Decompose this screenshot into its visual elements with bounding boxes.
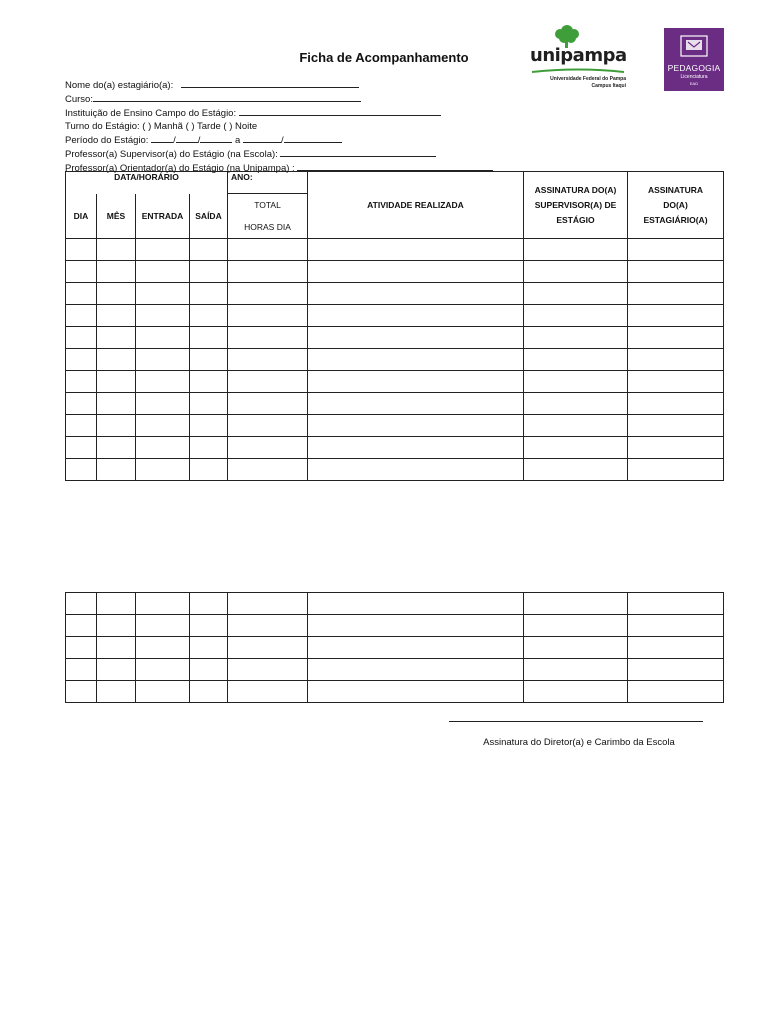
table-cell[interactable]	[228, 615, 308, 637]
field-supervisor: Professor(a) Supervisor(a) do Estágio (na Escola):	[65, 147, 493, 161]
periodo-ano-inicio[interactable]	[200, 133, 232, 143]
table-row	[66, 681, 724, 703]
table-cell[interactable]	[628, 393, 724, 415]
table-cell[interactable]	[308, 349, 524, 371]
field-orientador: Professor(a) Orientador(a) do Estágio (na Unipampa) :	[65, 161, 493, 175]
table-cell[interactable]	[524, 239, 628, 261]
table-cell[interactable]	[308, 327, 524, 349]
table-cell[interactable]	[190, 437, 228, 459]
table-row	[66, 659, 724, 681]
table-cell[interactable]	[628, 615, 724, 637]
table-row	[66, 305, 724, 327]
table-row	[66, 283, 724, 305]
table-cell[interactable]	[190, 283, 228, 305]
table-cell[interactable]	[97, 593, 136, 615]
header-dia: DIA	[66, 194, 97, 239]
table-cell[interactable]	[308, 283, 524, 305]
table-cell[interactable]	[524, 437, 628, 459]
form-fields	[65, 78, 493, 175]
table-cell[interactable]	[97, 349, 136, 371]
table-cell[interactable]	[190, 615, 228, 637]
table-cell[interactable]	[524, 261, 628, 283]
table-row	[66, 615, 724, 637]
table-cell[interactable]	[190, 593, 228, 615]
table-cell[interactable]	[228, 349, 308, 371]
table-cell[interactable]	[66, 437, 97, 459]
field-curso-line[interactable]	[93, 92, 361, 102]
table-cell[interactable]	[136, 371, 190, 393]
table-cell[interactable]	[66, 659, 97, 681]
table-cell[interactable]	[97, 327, 136, 349]
table-cell[interactable]	[97, 283, 136, 305]
table-row	[66, 637, 724, 659]
table-cell[interactable]	[228, 393, 308, 415]
table-cell[interactable]	[228, 371, 308, 393]
table-cell[interactable]	[308, 393, 524, 415]
table-row	[66, 393, 724, 415]
table-cell[interactable]	[228, 593, 308, 615]
table-cell[interactable]	[628, 681, 724, 703]
table-cell[interactable]	[628, 659, 724, 681]
table-cell[interactable]	[228, 261, 308, 283]
swoosh-icon	[530, 68, 626, 74]
page-title: Ficha de Acompanhamento	[299, 50, 469, 65]
header-mes: MÊS	[97, 194, 136, 239]
table-cell[interactable]	[136, 415, 190, 437]
table-cell[interactable]	[190, 681, 228, 703]
table-row	[66, 593, 724, 615]
header-total-horas: TOTAL HORAS DIA	[228, 194, 308, 239]
table-cell[interactable]	[190, 415, 228, 437]
table-cell[interactable]	[66, 371, 97, 393]
table-cell[interactable]	[308, 681, 524, 703]
pedagogia-sub: Licenciatura	[680, 74, 708, 80]
table-cell[interactable]	[97, 659, 136, 681]
table-cell[interactable]	[190, 327, 228, 349]
table-cell[interactable]	[190, 637, 228, 659]
table-cell[interactable]	[628, 415, 724, 437]
periodo-fim[interactable]	[284, 133, 342, 143]
table-cell[interactable]	[136, 437, 190, 459]
table-cell[interactable]	[190, 261, 228, 283]
table-cell[interactable]	[97, 239, 136, 261]
table-cell[interactable]	[136, 615, 190, 637]
table-cell[interactable]	[136, 239, 190, 261]
table-cell[interactable]	[97, 305, 136, 327]
table-cell[interactable]	[66, 283, 97, 305]
pedagogia-sub2: EAD	[689, 81, 699, 86]
activity-table	[65, 171, 724, 481]
table-cell[interactable]	[190, 239, 228, 261]
table-cell[interactable]	[97, 371, 136, 393]
book-icon	[664, 32, 724, 62]
table-cell[interactable]	[524, 327, 628, 349]
field-turno: Turno do Estágio: ( ) Manhã ( ) Tarde ( ) Noite	[65, 121, 258, 132]
table-cell[interactable]	[308, 415, 524, 437]
table-cell[interactable]	[524, 305, 628, 327]
table-cell[interactable]	[628, 637, 724, 659]
table-cell[interactable]	[66, 637, 97, 659]
table-cell[interactable]	[66, 305, 97, 327]
table-cell[interactable]	[97, 681, 136, 703]
table-row	[66, 327, 724, 349]
table-cell[interactable]	[228, 283, 308, 305]
table-cell[interactable]	[97, 415, 136, 437]
table-cell[interactable]	[190, 659, 228, 681]
table-cell[interactable]	[136, 593, 190, 615]
table-cell[interactable]	[190, 349, 228, 371]
field-nome-line[interactable]	[181, 78, 359, 88]
field-curso: Curso:	[65, 92, 493, 106]
table-cell[interactable]	[628, 593, 724, 615]
table-row	[66, 261, 724, 283]
unipampa-university: Universidade Federal do Pampa	[550, 76, 626, 82]
table-cell[interactable]	[66, 415, 97, 437]
table-cell[interactable]	[628, 437, 724, 459]
table-cell[interactable]	[524, 593, 628, 615]
table-row	[66, 415, 724, 437]
table-cell[interactable]	[524, 615, 628, 637]
field-instituicao: Instituição de Ensino Campo do Estágio:	[65, 106, 493, 120]
table-cell[interactable]	[136, 327, 190, 349]
table-cell[interactable]	[308, 593, 524, 615]
table-cell[interactable]	[66, 615, 97, 637]
table-row	[66, 349, 724, 371]
table-cell[interactable]	[628, 371, 724, 393]
periodo-dia-inicio[interactable]	[151, 133, 173, 143]
periodo-dia-fim[interactable]	[243, 133, 281, 143]
table-cell[interactable]	[136, 305, 190, 327]
table-cell[interactable]	[136, 283, 190, 305]
pedagogia-logo	[664, 28, 724, 91]
table-cell[interactable]	[136, 349, 190, 371]
field-orientador-line[interactable]	[297, 161, 493, 171]
table-cell[interactable]	[97, 637, 136, 659]
table-cell[interactable]	[66, 393, 97, 415]
table-cell[interactable]	[97, 615, 136, 637]
table-cell[interactable]	[628, 327, 724, 349]
table-cell[interactable]	[97, 459, 136, 481]
table-cell[interactable]	[136, 261, 190, 283]
table-cell[interactable]	[524, 415, 628, 437]
header-assinatura-estagiario: ASSINATURA DO(A) ESTAGIÁRIO(A)	[628, 172, 724, 239]
table-cell[interactable]	[228, 459, 308, 481]
table-cell[interactable]	[228, 239, 308, 261]
table-cell[interactable]	[136, 659, 190, 681]
table-cell[interactable]	[66, 593, 97, 615]
table-cell[interactable]	[308, 459, 524, 481]
table-cell[interactable]	[228, 437, 308, 459]
table-cell[interactable]	[308, 371, 524, 393]
table-cell[interactable]	[66, 239, 97, 261]
table-cell[interactable]	[308, 261, 524, 283]
pedagogia-wordmark: PEDAGOGIA	[667, 63, 721, 73]
table-cell[interactable]	[97, 393, 136, 415]
table-cell[interactable]	[228, 681, 308, 703]
table-cell[interactable]	[228, 659, 308, 681]
table-cell[interactable]	[97, 437, 136, 459]
table-cell[interactable]	[66, 459, 97, 481]
table-cell[interactable]	[524, 371, 628, 393]
header-entrada: ENTRADA	[136, 194, 190, 239]
field-nome: Nome do(a) estagiário(a):	[65, 78, 493, 92]
table-cell[interactable]	[136, 459, 190, 481]
table-cell[interactable]	[228, 415, 308, 437]
header-assinatura-supervisor: ASSINATURA DO(A) SUPERVISOR(A) DE ESTÁGIO	[524, 172, 628, 239]
table-cell[interactable]	[524, 283, 628, 305]
table-cell[interactable]	[628, 349, 724, 371]
table-cell[interactable]	[308, 659, 524, 681]
table-cell[interactable]	[136, 681, 190, 703]
field-periodo: Período do Estágio: / / a /	[65, 133, 493, 147]
table-cell[interactable]	[308, 239, 524, 261]
table-cell[interactable]	[524, 637, 628, 659]
header-saida: SAÍDA	[190, 194, 228, 239]
field-supervisor-line[interactable]	[280, 147, 436, 157]
table-cell[interactable]	[66, 349, 97, 371]
table-cell[interactable]	[190, 393, 228, 415]
table-cell[interactable]	[628, 239, 724, 261]
table-cell[interactable]	[308, 305, 524, 327]
table-cell[interactable]	[136, 393, 190, 415]
unipampa-wordmark: unipampa	[530, 45, 627, 66]
header-data-horario: DATA/HORÁRIO	[66, 172, 228, 194]
table-cell[interactable]	[628, 283, 724, 305]
table-row	[66, 371, 724, 393]
periodo-mes-inicio[interactable]	[176, 133, 198, 143]
table-cell[interactable]	[308, 637, 524, 659]
table-cell[interactable]	[524, 393, 628, 415]
table-cell[interactable]	[66, 327, 97, 349]
table-cell[interactable]	[524, 459, 628, 481]
table-cell[interactable]	[66, 681, 97, 703]
table-cell[interactable]	[524, 681, 628, 703]
table-cell[interactable]	[628, 305, 724, 327]
table-cell[interactable]	[136, 637, 190, 659]
table-cell[interactable]	[628, 459, 724, 481]
field-instituicao-line[interactable]	[239, 106, 441, 116]
header-atividade: ATIVIDADE REALIZADA	[308, 172, 524, 239]
unipampa-logo	[530, 25, 626, 95]
table-cell[interactable]	[228, 327, 308, 349]
table-cell[interactable]	[66, 261, 97, 283]
table-row	[66, 437, 724, 459]
table-cell[interactable]	[97, 261, 136, 283]
table-cell[interactable]	[524, 349, 628, 371]
table-row	[66, 239, 724, 261]
table-cell[interactable]	[628, 261, 724, 283]
table-cell[interactable]	[524, 659, 628, 681]
unipampa-campus: Campus Itaqui	[591, 83, 626, 89]
table-cell[interactable]	[308, 615, 524, 637]
table-cell[interactable]	[190, 371, 228, 393]
director-signature-line[interactable]	[449, 721, 703, 722]
table-cell[interactable]	[228, 305, 308, 327]
header-ano: ANO:	[228, 172, 308, 194]
table-cell[interactable]	[190, 459, 228, 481]
table-cell[interactable]	[308, 437, 524, 459]
table-cell[interactable]	[228, 637, 308, 659]
table-row	[66, 459, 724, 481]
table-cell[interactable]	[190, 305, 228, 327]
activity-table-continued	[65, 592, 724, 703]
director-signature-label: Assinatura do Diretor(a) e Carimbo da Escola	[483, 737, 675, 748]
